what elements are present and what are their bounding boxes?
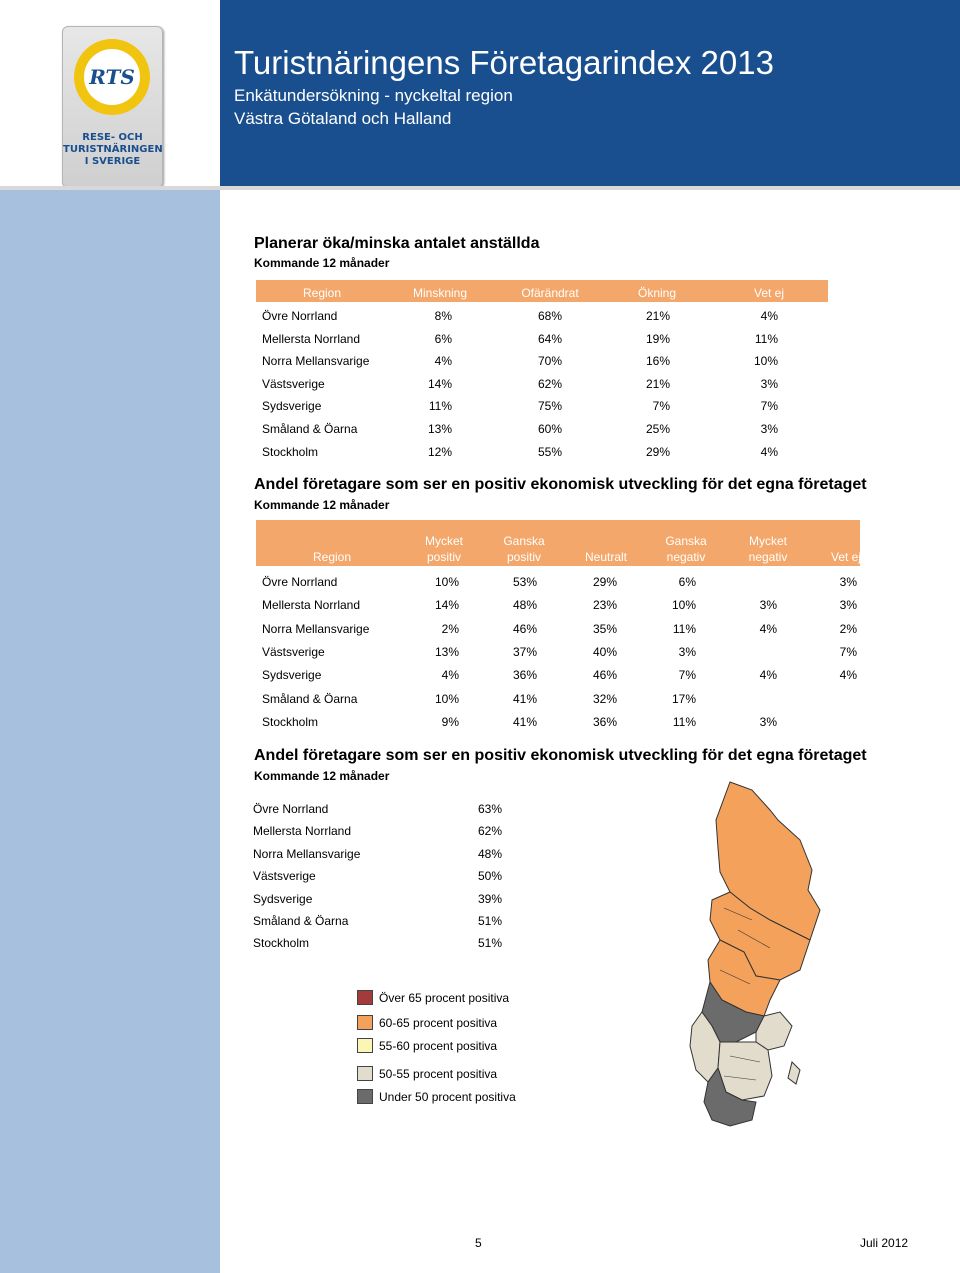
- table1-row-label: Norra Mellansvarige: [262, 354, 370, 369]
- table1-cell: 16%: [645, 354, 670, 369]
- table2-cell: 9%: [441, 714, 459, 729]
- table1-cell: 14%: [427, 376, 452, 391]
- table2-row-label: Stockholm: [262, 714, 319, 729]
- table2-cell: 41%: [512, 691, 537, 706]
- table1-cell: 21%: [645, 376, 670, 391]
- table2-cell: 7%: [839, 644, 857, 659]
- table2-row-label: Norra Mellansvarige: [262, 621, 370, 636]
- table1-cell: 68%: [537, 309, 562, 323]
- table2-row-label: Sydsverige: [262, 668, 322, 683]
- page-header: [0, 0, 960, 190]
- legend-label: 50-55 procent positiva: [379, 1067, 498, 1081]
- table1-cell: 60%: [537, 422, 562, 436]
- region-label: Småland & Öarna: [253, 914, 349, 928]
- table2-cell: 46%: [512, 621, 537, 636]
- table1-cell: 62%: [537, 376, 562, 391]
- section2-heading: Andel företagare som ser en positiv ekonomisk utveckling för det egna företaget: [254, 476, 867, 493]
- legend-swatch: [357, 1038, 373, 1053]
- page-number: 5: [475, 1236, 482, 1250]
- region-share-value: 39%: [478, 891, 502, 906]
- table2-header-cell: Mycket: [748, 534, 788, 548]
- table2-cell: 32%: [592, 691, 617, 706]
- table1-cell: 6%: [434, 331, 452, 346]
- table2-header-cell: Vet ej: [830, 550, 862, 564]
- logo-text: RTS: [89, 65, 135, 89]
- region-label: Övre Norrland: [253, 802, 329, 816]
- table1-cell: 12%: [427, 444, 452, 459]
- logo-ring: [74, 39, 150, 115]
- table2-cell: 11%: [672, 714, 696, 729]
- table2-row-label: Småland & Öarna: [262, 691, 358, 706]
- logo-caption-1: RESE- OCH: [82, 132, 143, 143]
- table2-header-cell: Neutralt: [584, 550, 628, 564]
- region-label: Stockholm: [253, 936, 310, 951]
- table2-cell: 23%: [592, 598, 617, 613]
- table2-header-cell: positiv: [506, 550, 542, 564]
- page-title: Turistnäringens Företagarindex 2013: [234, 44, 774, 81]
- table1-cell: 70%: [537, 354, 562, 369]
- page-region: Västra Götaland och Halland: [234, 109, 452, 128]
- table1-row-label: Övre Norrland: [262, 309, 338, 323]
- sidebar-band: [0, 190, 220, 1273]
- region-share-value: 51%: [478, 914, 502, 928]
- table2-header-cell: Ganska: [503, 534, 545, 548]
- table1-cell: 13%: [427, 422, 452, 436]
- table2-cell: 37%: [512, 644, 537, 659]
- table1-cell: 29%: [645, 444, 670, 459]
- logo-caption-2: TURISTNÄRINGEN: [63, 144, 163, 155]
- table2-cell: 2%: [441, 621, 459, 636]
- table1-header-cell: Ökning: [637, 286, 677, 300]
- table1-cell: 3%: [760, 422, 778, 436]
- table2-cell: 10%: [434, 575, 459, 589]
- table2-header-cell: Mycket: [424, 534, 464, 548]
- table1-cell: 11%: [754, 331, 778, 346]
- region-share-value: 63%: [478, 802, 502, 816]
- table1-header-cell: Vet ej: [753, 286, 785, 300]
- table1-cell: 64%: [537, 331, 562, 346]
- table2-cell: 4%: [759, 621, 777, 636]
- table2-cell: 3%: [759, 714, 777, 729]
- table2-cell: 11%: [672, 621, 696, 636]
- table2-header-cell: positiv: [426, 550, 462, 564]
- table1-header-cell: Region: [302, 286, 342, 300]
- table2-row-label: Västsverige: [262, 644, 325, 659]
- table1-cell: 11%: [428, 399, 452, 414]
- sweden-map: [660, 780, 860, 1140]
- map-region-gotland: [788, 1062, 800, 1084]
- page-subtitle: Enkätundersökning - nyckeltal region: [234, 86, 513, 105]
- legend-swatch: [357, 1066, 373, 1081]
- table2-cell: 29%: [592, 575, 617, 589]
- table2-cell: 3%: [839, 575, 857, 589]
- table2-cell: 36%: [512, 668, 537, 683]
- table2-cell: 4%: [839, 668, 857, 683]
- table1-cell: 10%: [753, 354, 778, 369]
- table2-cell: 36%: [592, 714, 617, 729]
- table1-cell: 4%: [760, 309, 778, 323]
- table2-cell: 7%: [678, 668, 696, 683]
- table2-cell: 3%: [678, 644, 696, 659]
- region-share-value: 48%: [478, 846, 502, 861]
- table1-cell: 21%: [645, 309, 670, 323]
- table2-cell: 3%: [759, 598, 777, 613]
- table1-cell: 25%: [645, 422, 670, 436]
- table1-cell: 7%: [760, 399, 778, 414]
- table2-cell: 6%: [678, 575, 696, 589]
- region-label: Västsverige: [253, 869, 316, 884]
- table2-cell: 46%: [592, 668, 617, 683]
- table2-cell: 10%: [671, 598, 696, 613]
- table1-cell: 3%: [760, 376, 778, 391]
- table1-cell: 4%: [760, 444, 778, 459]
- table1-header-cell: Minskning: [412, 286, 468, 300]
- legend-swatch: [357, 1015, 373, 1030]
- table1-header-cell: Ofärändrat: [521, 286, 579, 300]
- table2-header-cell: Region: [312, 550, 352, 564]
- table1-cell: 8%: [434, 309, 452, 323]
- table2-cell: 4%: [441, 668, 459, 683]
- table2-cell: 41%: [512, 714, 537, 729]
- legend-label: Över 65 procent positiva: [379, 991, 510, 1005]
- region-share-value: 62%: [478, 824, 502, 839]
- region-share-value: 50%: [478, 869, 502, 884]
- region-label: Norra Mellansvarige: [253, 846, 361, 861]
- table2-cell: 48%: [512, 598, 537, 613]
- section2-subheading: Kommande 12 månader: [254, 498, 390, 512]
- table2-cell: 17%: [671, 691, 696, 706]
- section3-subheading: Kommande 12 månader: [254, 769, 390, 783]
- region-label: Mellersta Norrland: [253, 824, 352, 839]
- legend-swatch: [357, 1089, 373, 1104]
- table2-row-label: Övre Norrland: [262, 575, 338, 589]
- legend-label: 60-65 procent positiva: [379, 1016, 498, 1030]
- logo-caption-3: I SVERIGE: [84, 156, 141, 167]
- table1-row-label: Mellersta Norrland: [262, 331, 361, 346]
- table2-cell: 3%: [839, 598, 857, 613]
- table1-cell: 19%: [645, 331, 670, 346]
- table2-cell: 2%: [839, 621, 857, 636]
- section1-subheading: Kommande 12 månader: [254, 256, 390, 270]
- table1-row-label: Sydsverige: [262, 399, 322, 414]
- table2-row-label: Mellersta Norrland: [262, 598, 361, 613]
- section1-heading: Planerar öka/minska antalet anställda: [254, 235, 540, 252]
- table1-cell: 7%: [652, 399, 670, 414]
- table2-header-cell: negativ: [666, 550, 706, 564]
- table2-header-cell: negativ: [748, 550, 788, 564]
- table1-row-label: Stockholm: [262, 444, 319, 459]
- footer-date: Juli 2012: [860, 1236, 909, 1250]
- table2-cell: 14%: [434, 598, 459, 613]
- table1-row-label: Västsverige: [262, 376, 325, 391]
- table1-cell: 4%: [434, 354, 452, 369]
- legend-label: 55-60 procent positiva: [379, 1039, 498, 1053]
- table2-cell: 40%: [592, 644, 617, 659]
- legend-swatch: [357, 990, 373, 1005]
- region-label: Sydsverige: [253, 891, 313, 906]
- table2-cell: 13%: [434, 644, 459, 659]
- table1-cell: 75%: [537, 399, 562, 414]
- table1-row-label: Småland & Öarna: [262, 422, 358, 436]
- logo: [62, 26, 163, 188]
- table2-header-cell: Ganska: [665, 534, 707, 548]
- section3-heading: Andel företagare som ser en positiv ekonomisk utveckling för det egna företaget: [254, 747, 867, 764]
- table2-cell: 53%: [512, 575, 537, 589]
- table2-cell: 4%: [759, 668, 777, 683]
- region-share-value: 51%: [478, 936, 502, 951]
- table1-cell: 55%: [537, 444, 562, 459]
- legend-label: Under 50 procent positiva: [379, 1090, 516, 1104]
- table2-cell: 10%: [434, 691, 459, 706]
- table2-cell: 35%: [592, 621, 617, 636]
